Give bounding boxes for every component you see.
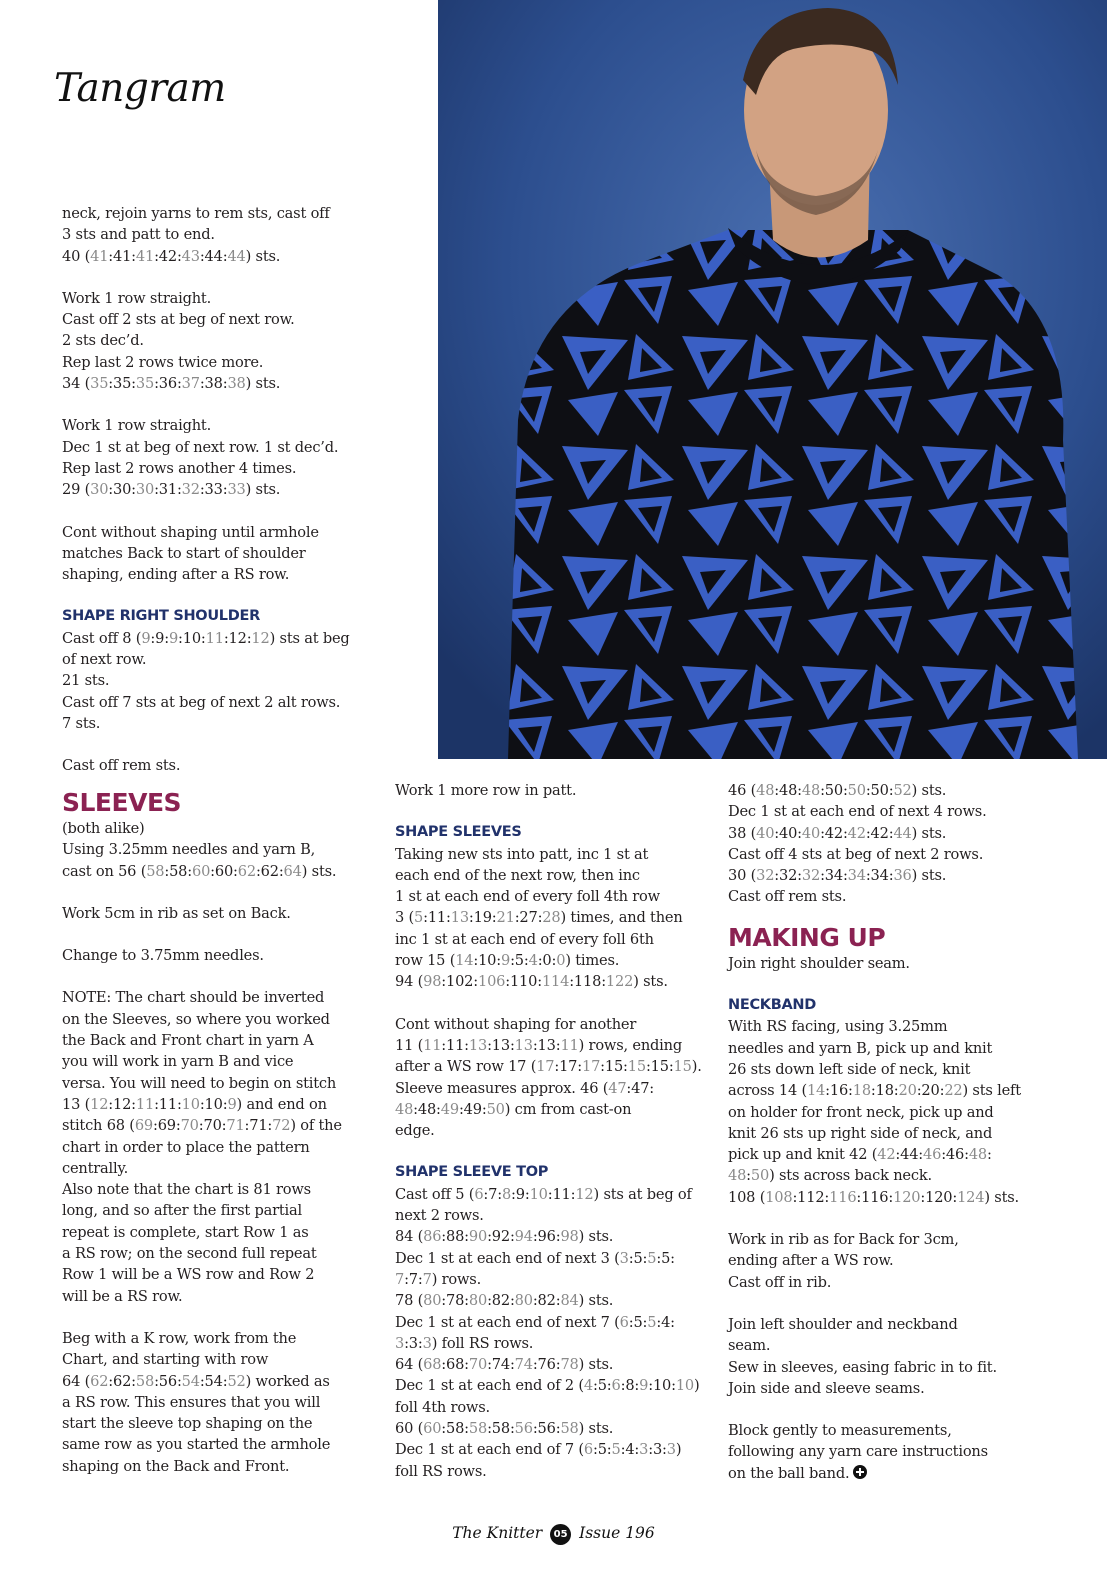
size-count: Dec 1 st at each end of 2 (4:5:6:8:9:10:10) [395, 1377, 700, 1395]
column-1-upper [62, 203, 362, 777]
paragraph [62, 818, 370, 882]
size-count: 3 (5:11:13:19:21:27:28) times, and then [395, 909, 683, 927]
magazine-name: The Knitter [452, 1524, 543, 1542]
size-count: row 15 (14:10:9:5:4:0:0) times. [395, 952, 620, 970]
heading-sleeves: SLEEVES [62, 788, 182, 817]
size-count: 30 (32:32:32:34:34:34:36) sts. [728, 867, 947, 885]
paragraph: Join left shoulder and neckband seam. Sew in sleeves, easing fabric in to fit. Join side and sleeve seams. [728, 1315, 997, 1397]
text: of next row. 21 sts. Cast off 7 sts at beg of next 2 alt rows. 7 sts. [62, 651, 341, 732]
text: Cont without shaping for another [395, 1015, 637, 1033]
size-count: after a WS row 17 (17:17:17:15:15:15:15). [395, 1058, 702, 1076]
size-count: 46 (48:48:48:50:50:50:52) sts. [728, 782, 947, 799]
issue-number: Issue 196 [579, 1524, 655, 1542]
text: Cast off rem sts. [728, 888, 847, 906]
size-count: cast on 56 (58:58:60:60:62:62:64) sts. [62, 862, 337, 880]
paragraph: Work in rib as for Back for 3cm, ending after a WS row. Cast off in rib. [728, 1231, 959, 1291]
paragraph [395, 844, 703, 993]
text: Work 1 row straight. Cast off 2 sts at beg of next row. 2 sts dec’d. Rep last 2 rows twice more. [62, 289, 295, 371]
text: Work 1 row straight. Dec 1 st at beg of next row. 1 st dec’d. Rep last 2 rows another 4 times. [62, 417, 339, 477]
text: Block gently to measurements, following any yarn care instructions on the ball band. [728, 1422, 988, 1482]
text: (both alike) Using 3.25mm needles and yarn B, [62, 820, 316, 859]
paragraph [728, 780, 1040, 908]
page-footer [0, 1524, 1107, 1545]
paragraph: Join right shoulder seam. [728, 954, 910, 972]
paragraph: Change to 3.75mm needles. [62, 947, 264, 965]
size-count: 40 (41:41:41:42:43:44:44) sts. [62, 247, 281, 265]
size-count: 13 (12:12:11:11:10:10:9) and end on [62, 1095, 327, 1113]
subheading-shape-sleeve-top: SHAPE SLEEVE TOP [395, 1164, 549, 1181]
paragraph-note [62, 987, 370, 1306]
size-count: 108 (108:112:116:116:120:120:124) sts. [728, 1188, 1019, 1206]
paragraph [395, 1014, 703, 1142]
paragraph [62, 288, 362, 394]
text: With RS facing, using 3.25mm needles and yarn B, pick up and knit 26 sts down left side of neck, knit [728, 1018, 993, 1078]
size-count: 94 (98:102:106:110:114:118:122) sts. [395, 973, 668, 991]
text: neck, rejoin yarns to rem sts, cast off 3 sts and patt to end. [62, 205, 330, 244]
paragraph [728, 1016, 1040, 1208]
size-count: Cast off 5 (6:7:8:9:10:11:12) sts at beg of [395, 1185, 692, 1203]
text: on holder for front neck, pick up and knit 26 sts up right side of neck, and [728, 1103, 994, 1142]
paragraph: Work 5cm in rib as set on Back. [62, 904, 291, 922]
text: chart in order to place the pattern centrally. Also note that the chart is 81 rows long, and so after the first partial repeat is complete, start Row 1 as a RS row; on the second full repeat Row 1 will be a WS row and Row 2 will be a RS row. [62, 1138, 317, 1305]
size-count: 7:7:7) rows. [395, 1270, 482, 1288]
text: foll 4th rows. [395, 1398, 490, 1416]
size-count: 48:48:49:49:50) cm from cast-on [395, 1100, 632, 1118]
subheading-shape-sleeves: SHAPE SLEEVES [395, 824, 522, 841]
size-count: 64 (62:62:58:56:54:54:52) worked as [62, 1372, 330, 1390]
size-count: 84 (86:88:90:92:94:96:98) sts. [395, 1228, 614, 1246]
text: inc 1 st at each end of every foll 6th [395, 930, 654, 948]
paragraph: Cast off rem sts. [62, 757, 181, 775]
heading-making-up: MAKING UP [728, 922, 886, 952]
size-count: 64 (68:68:70:74:74:76:78) sts. [395, 1356, 614, 1374]
text: Beg with a K row, work from the Chart, and starting with row [62, 1329, 297, 1369]
paragraph [395, 1184, 703, 1482]
column-1-lower [62, 788, 370, 1498]
size-count: Dec 1 st at each end of next 3 (3:5:5:5: [395, 1249, 675, 1267]
size-count: 3:3:3) foll RS rows. [395, 1334, 534, 1352]
size-count: 11 (11:11:13:13:13:13:11) rows, ending [395, 1036, 682, 1054]
page-number: 05 [550, 1524, 571, 1545]
size-count: stitch 68 (69:69:70:70:71:71:72) of the [62, 1117, 342, 1135]
size-count: 38 (40:40:40:42:42:42:44) sts. [728, 824, 947, 842]
size-count: 78 (80:78:80:82:80:82:84) sts. [395, 1292, 614, 1310]
paragraph: Work 1 more row in patt. [395, 782, 577, 799]
size-count: Sleeve measures approx. 46 (47:47: [395, 1079, 655, 1097]
paragraph [62, 628, 362, 734]
paragraph: Cont without shaping until armhole matches Back to start of shoulder shaping, ending after a RS row. [62, 523, 319, 584]
size-count: 60 (60:58:58:58:56:56:58) sts. [395, 1420, 614, 1438]
column-3 [728, 780, 1040, 1505]
text: Taking new sts into patt, inc 1 st at each end of the next row, then inc 1 st at each end of every foll 4th row [395, 845, 660, 906]
subheading-shape-right-shoulder: SHAPE RIGHT SHOULDER [62, 608, 260, 625]
text: Cast off 4 sts at beg of next 2 rows. [728, 845, 984, 863]
size-count: 29 (30:30:30:31:32:33:33) sts. [62, 481, 281, 499]
end-mark-icon [853, 1465, 867, 1479]
paragraph [62, 1328, 370, 1477]
column-2 [395, 780, 703, 1503]
size-count: Dec 1 st at each end of 7 (6:5:5:4:3:3:3) [395, 1441, 682, 1459]
subheading-neckband: NECKBAND [728, 997, 816, 1014]
text: edge. [395, 1122, 435, 1140]
paragraph [62, 203, 362, 267]
size-count: Dec 1 st at each end of next 7 (6:5:5:4: [395, 1313, 675, 1331]
model-photo [438, 0, 1107, 759]
text: Dec 1 st at each end of next 4 rows. [728, 803, 987, 821]
size-count: 34 (35:35:35:36:37:38:38) sts. [62, 375, 281, 393]
size-count: pick up and knit 42 (42:44:46:46:48: [728, 1146, 992, 1164]
paragraph [62, 415, 362, 500]
text: a RS row. This ensures that you will start the sleeve top shaping on the same row as you started the armhole shaping on the Back and Front. [62, 1393, 331, 1475]
size-count: 48:50) sts across back neck. [728, 1167, 932, 1185]
paragraph [728, 1420, 1040, 1484]
page-title: Tangram [54, 66, 226, 111]
size-count: Cast off 8 (9:9:9:10:11:12:12) sts at beg [62, 629, 350, 647]
text: NOTE: The chart should be inverted on the Sleeves, so where you worked the Back and Front chart in yarn A you will work in yarn B and vice versa. You will need to begin on stitch [62, 989, 337, 1092]
model-photo-illustration [438, 0, 1107, 759]
text: next 2 rows. [395, 1207, 484, 1225]
size-count: across 14 (14:16:18:18:20:20:22) sts left [728, 1082, 1021, 1100]
text: foll RS rows. [395, 1462, 487, 1480]
